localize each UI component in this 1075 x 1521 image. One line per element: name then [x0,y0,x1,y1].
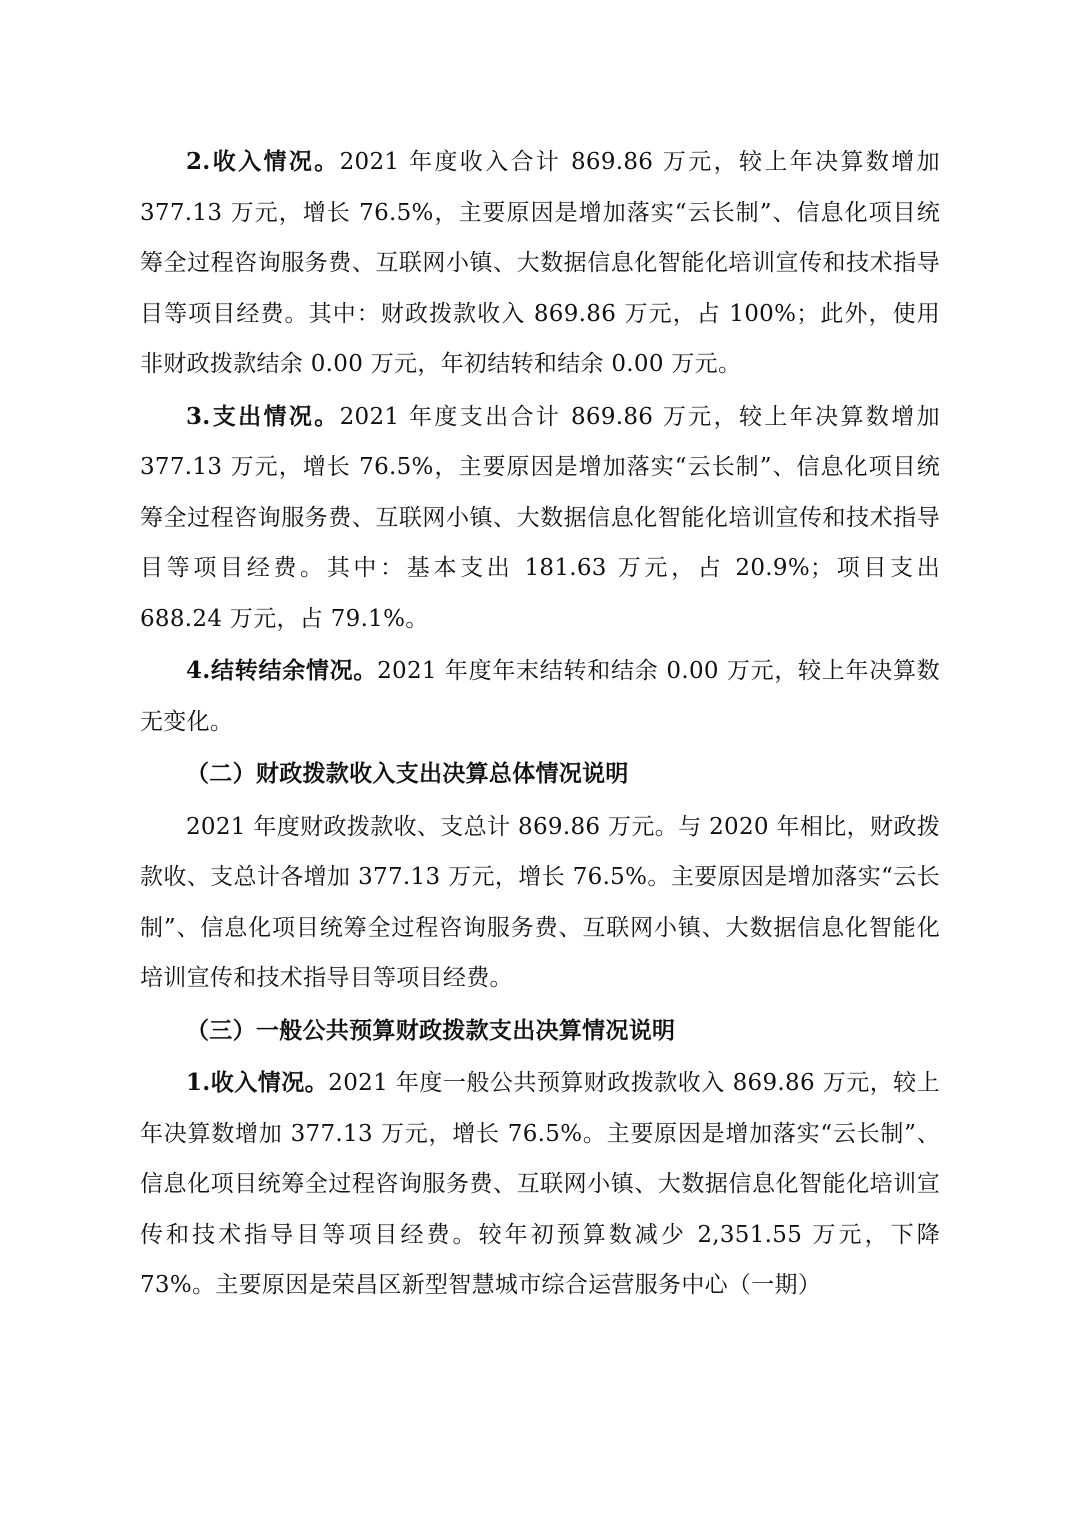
paragraph-lead: 3.支出情况。 [186,402,340,430]
paragraph-text: 2021 年度年末结转和结余 0.00 万元，较上年决算数无变化。 [140,658,940,735]
paragraph-text: 2021 年度收入合计 869.86 万元，较上年决算数增加 377.13 万元，增长 76.5%，主要原因是增加落实“云长制”、信息化项目统筹全过程咨询服务费、互联网小镇、大数据信息化智能化培训宣传和技术指导目等项目经费。其中：财政拨款收入 869.86 万元，占 100%；此外，使用非财政拨款结余 0.00 万元，年初结转和结余 0.00 万元。 [140,149,940,377]
paragraph-income [140,137,940,390]
section-heading-general-budget: （三）一般公共预算财政拨款支出决算情况说明 [186,1016,676,1044]
paragraph-fiscal-overview [140,802,940,1004]
paragraph-text: 2021 年度支出合计 869.86 万元，较上年决算数增加 377.13 万元，增长 76.5%，主要原因是增加落实“云长制”、信息化项目统筹全过程咨询服务费、互联网小镇、大数据信息化智能化培训宣传和技术指导目等项目经费。其中：基本支出 181.63 万元，占 20.9%；项目支出 688.24 万元，占 79.1%。 [140,403,940,632]
paragraph-lead: 1.收入情况。 [186,1069,329,1096]
paragraph-lead: 4.结转结余情况。 [186,657,378,684]
document-body [140,137,940,1313]
paragraph-general-budget-income [140,1058,940,1311]
paragraph-text: 2021 年度一般公共预算财政拨款收入 869.86 万元，较上年决算数增加 377.13 万元，增长 76.5%。主要原因是增加落实“云长制”、信息化项目统筹全过程咨询服务费、互联网小镇、大数据信息化智能化培训宣传和技术指导目等项目经费。较年初预算数减少 2,351.55 万元，下降 73%。主要原因是荣昌区新型智慧城市综合运营服务中心（一期） [140,1070,940,1298]
section-heading-fiscal-overview: （二）财政拨款收入支出决算总体情况说明 [186,760,629,787]
paragraph-carryover [140,646,940,747]
paragraph-expenditure [140,392,940,645]
paragraph-lead: 2.收入情况。 [186,148,340,175]
paragraph-text: 2021 年度财政拨款收、支总计 869.86 万元。与 2020 年相比，财政拨款收、支总计各增加 377.13 万元，增长 76.5%。主要原因是增加落实“云长制”、信息化项目统筹全过程咨询服务费、互联网小镇、大数据信息化智能化培训宣传和技术指导目等项目经费。 [140,813,940,991]
